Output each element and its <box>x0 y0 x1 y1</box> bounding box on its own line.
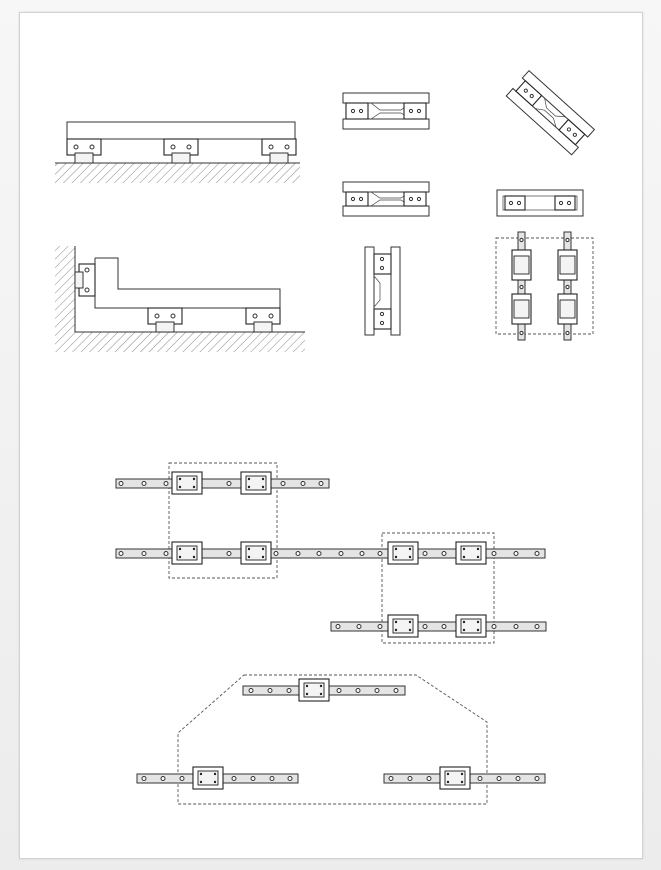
guide-block <box>388 542 418 564</box>
guide-block <box>67 139 101 163</box>
single-rail-wide-block <box>497 190 583 216</box>
guide-block <box>456 615 486 637</box>
two-rail-vertical-layout <box>496 232 593 340</box>
opposed-blocks-horizontal <box>343 93 429 129</box>
opposed-blocks-inclined <box>506 71 594 155</box>
guide-block <box>440 767 470 789</box>
guide-block <box>172 472 202 494</box>
guide-rail <box>116 479 329 488</box>
guide-block <box>172 542 202 564</box>
opposed-blocks-inverted <box>343 182 429 216</box>
guide-block <box>164 139 198 163</box>
guide-block <box>148 308 182 332</box>
vertical-and-base-mount <box>55 246 305 352</box>
three-rail-layout <box>116 463 546 643</box>
guide-block <box>75 264 95 296</box>
guide-block <box>388 615 418 637</box>
guide-block <box>512 294 531 324</box>
guide-block <box>246 308 280 332</box>
guide-block <box>193 767 223 789</box>
guide-block <box>241 472 271 494</box>
triangular-three-rail-layout <box>137 675 545 804</box>
guide-block <box>241 542 271 564</box>
guide-block <box>558 294 577 324</box>
guide-block <box>456 542 486 564</box>
guide-block <box>512 250 531 280</box>
guide-rail <box>331 622 546 631</box>
side-mounted-pair <box>365 247 400 335</box>
guide-block <box>299 679 329 701</box>
horizontal-mount-three-blocks <box>55 122 300 183</box>
guide-block <box>558 250 577 280</box>
guide-block <box>262 139 296 163</box>
